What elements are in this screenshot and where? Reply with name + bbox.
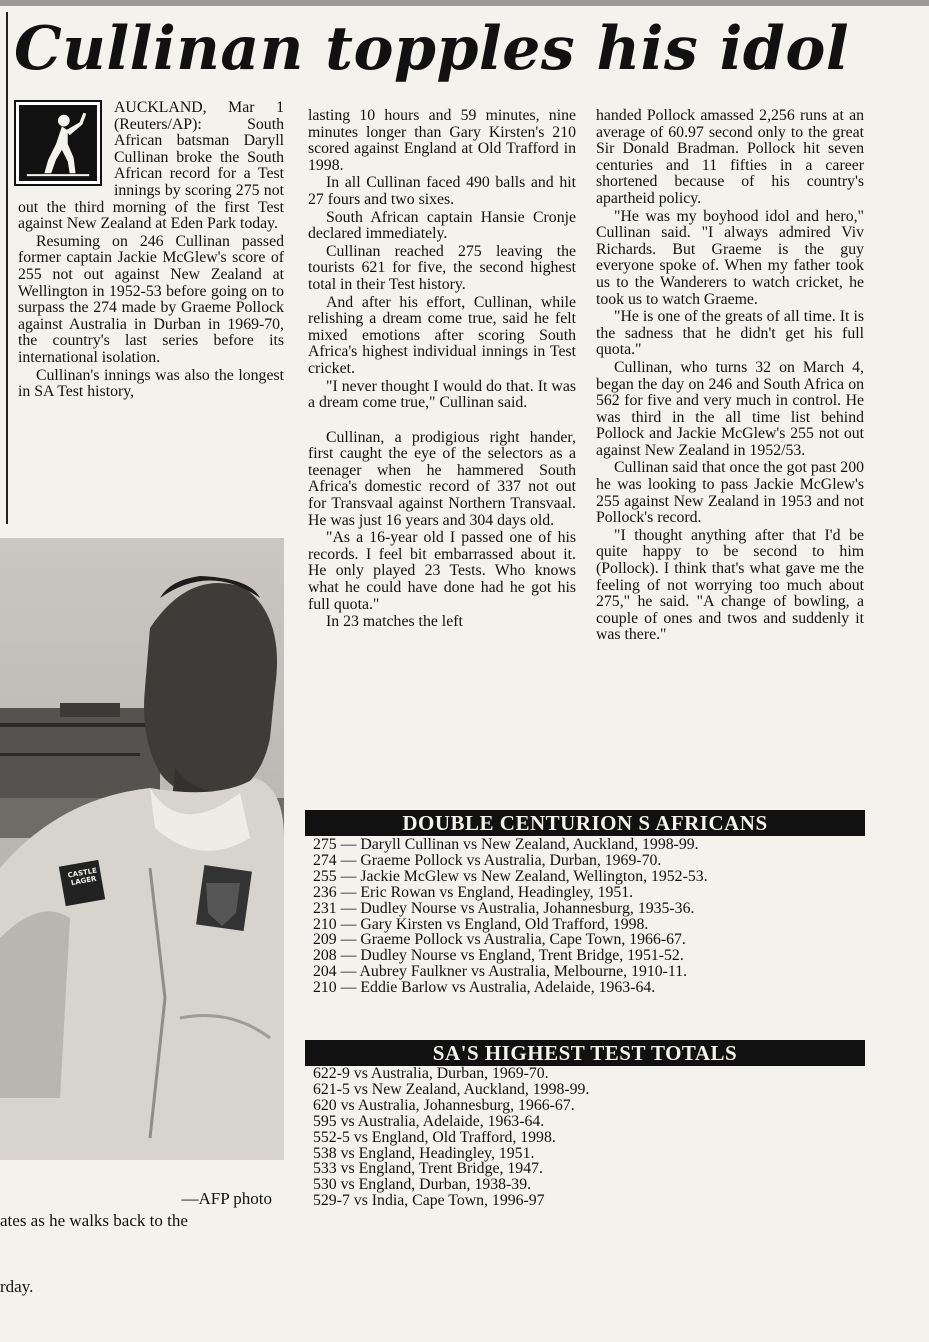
highest-totals-list xyxy=(313,1066,589,1209)
list-item: 621-5 vs New Zealand, Auckland, 1998-99. xyxy=(313,1080,590,1098)
paragraph: Cullinan, who turns 32 on March 4, began the day on 246 and South Africa on 562 for five and very much in control. He was third in the all time list behind Pollock and Jackie McGlew's 255 not out against New Zealand in 1952/53. xyxy=(596,358,864,459)
double-centurions-list xyxy=(313,837,708,996)
caption-line: rday. xyxy=(0,1277,34,1296)
photo-illustration xyxy=(0,538,284,1160)
list-item: 275 — Daryll Cullinan vs New Zealand, Auckland, 1998-99. xyxy=(313,836,699,853)
list-item: 210 — Gary Kirsten vs England, Old Trafford, 1998. xyxy=(313,915,649,933)
list-item: 255 — Jackie McGlew vs New Zealand, Wellington, 1952-53. xyxy=(313,867,708,885)
article-column-1 xyxy=(18,100,284,401)
list-item: 622-9 vs Australia, Durban, 1969-70. xyxy=(313,1065,549,1082)
list-item: 274 — Graeme Pollock vs Australia, Durban, 1969-70. xyxy=(313,851,662,869)
photo-credit: —AFP photo xyxy=(181,1189,272,1208)
cricket-batsman-icon xyxy=(14,100,102,186)
paragraph: Cullinan said that once the got past 200 he was looking to pass Jackie McGlew's 255 against New Zealand in 1953 and not Pollock's record. xyxy=(596,459,864,527)
list-item: 231 — Dudley Nourse vs Australia, Johannesburg, 1935-36. xyxy=(313,899,695,917)
list-item: 533 vs England, Trent Bridge, 1947. xyxy=(313,1160,543,1178)
double-centurions-banner: DOUBLE CENTURION S AFRICANS xyxy=(305,810,865,836)
list-item: 595 vs Australia, Adelaide, 1963-64. xyxy=(313,1112,545,1130)
list-item: 210 — Eddie Barlow vs Australia, Adelaide, 1963-64. xyxy=(313,979,656,997)
caption-line: ates as he walks back to the xyxy=(0,1211,188,1230)
paragraph: AUCKLAND, Mar 1 (Reuters/AP): South African batsman Daryll Cullinan broke the South African record for a Test innings by scoring 275 not out the third morning of the first Test against New Zealand at Eden Park today. xyxy=(18,99,284,233)
paragraph: In 23 matches the left xyxy=(326,613,463,631)
article-column-3 xyxy=(596,108,864,644)
list-item: 209 — Graeme Pollock vs Australia, Cape Town, 1966-67. xyxy=(313,931,686,949)
paragraph: handed Pollock amassed 2,256 runs at an average of 60.97 second only to the great Sir Donald Bradman. Pollock hit seven centuries and 11 fifties in a career shortened because of his country's apartheid policy. xyxy=(596,107,864,207)
article-column-2 xyxy=(308,108,576,631)
paragraph: "I thought anything after that I'd be quite happy to be second to him (Pollock). I think that's what gave me the feeling of not worrying too much about 275," he said. "A change of bowling, a couple of ones and twos and suddenly it was there." xyxy=(596,526,864,644)
column-rule xyxy=(6,12,8,524)
list-item: 208 — Dudley Nourse vs England, Trent Bridge, 1951-52. xyxy=(313,947,684,965)
paragraph: Cullinan, a prodigious right hander, first caught the eye of the selectors as a teenager when he hammered South Africa's domestic record of 337 not out for Transvaal against Northern Transvaal. He was just 16 years and 304 days old. xyxy=(308,428,576,529)
highest-totals-banner: SA'S HIGHEST TEST TOTALS xyxy=(305,1040,865,1066)
paragraph: Resuming on 246 Cullinan passed former captain Jackie McGlew's score of 255 not out against New Zealand at Wellington in 1952-53 before going on to surpass the 274 made by Graeme Pollock against Australia in Durban in 1969-70, the country's last series before its international isolation. xyxy=(18,232,284,366)
list-item: 620 vs Australia, Johannesburg, 1966-67. xyxy=(313,1096,575,1114)
paragraph: Cullinan's innings was also the longest in SA Test history, xyxy=(18,366,284,401)
photo-caption xyxy=(0,1166,290,1342)
paragraph: "I never thought I would do that. It was a dream come true," Cullinan said. xyxy=(308,377,576,412)
list-item: 529-7 vs India, Cape Town, 1996-97 xyxy=(313,1192,545,1210)
paragraph: "He is one of the greats of all time. It is the sadness that he didn't get his full quota." xyxy=(596,308,864,359)
list-item: 236 — Eric Rowan vs England, Headingley, 1951. xyxy=(313,883,634,901)
list-item: 204 — Aubrey Faulkner vs Australia, Melbourne, 1910-11. xyxy=(313,963,688,981)
list-item: 530 vs England, Durban, 1938-39. xyxy=(313,1176,532,1194)
list-item: 538 vs England, Headingley, 1951. xyxy=(313,1144,535,1162)
paragraph: "As a 16-year old I passed one of his records. I feel bit embarrassed about it. He only played 23 Tests. Who knows what he could have done had he got his full quota." xyxy=(308,529,576,613)
paragraph: "He was my boyhood idol and hero," Cullinan said. "I always admired Viv Richards. But Graeme is the guy everyone spoke of. When my father took us to the Wanderers to watch cricket, he took us to watch Graeme. xyxy=(596,207,864,308)
shirt-badge-text: CASTLE LAGER xyxy=(67,866,98,888)
headline: Cullinan topples his idol xyxy=(14,14,850,84)
paragraph: And after his effort, Cullinan, while relishing a dream come true, said he felt mixed emotions after scoring South Africa's highest individual innings in Test cricket. xyxy=(308,293,576,377)
cullinan-photo xyxy=(0,538,284,1160)
list-item: 552-5 vs England, Old Trafford, 1998. xyxy=(313,1128,556,1146)
top-rule xyxy=(0,0,929,6)
paragraph: lasting 10 hours and 59 minutes, nine minutes longer than Gary Kirsten's 210 scored against England at Old Trafford in 1998. xyxy=(308,107,576,174)
paragraph: In all Cullinan faced 490 balls and hit 27 fours and two sixes. xyxy=(308,174,576,208)
paragraph: South African captain Hansie Cronje declared immediately. xyxy=(308,208,576,243)
paragraph: Cullinan reached 275 leaving the tourists 621 for five, the second highest total in their Test history. xyxy=(308,242,576,293)
